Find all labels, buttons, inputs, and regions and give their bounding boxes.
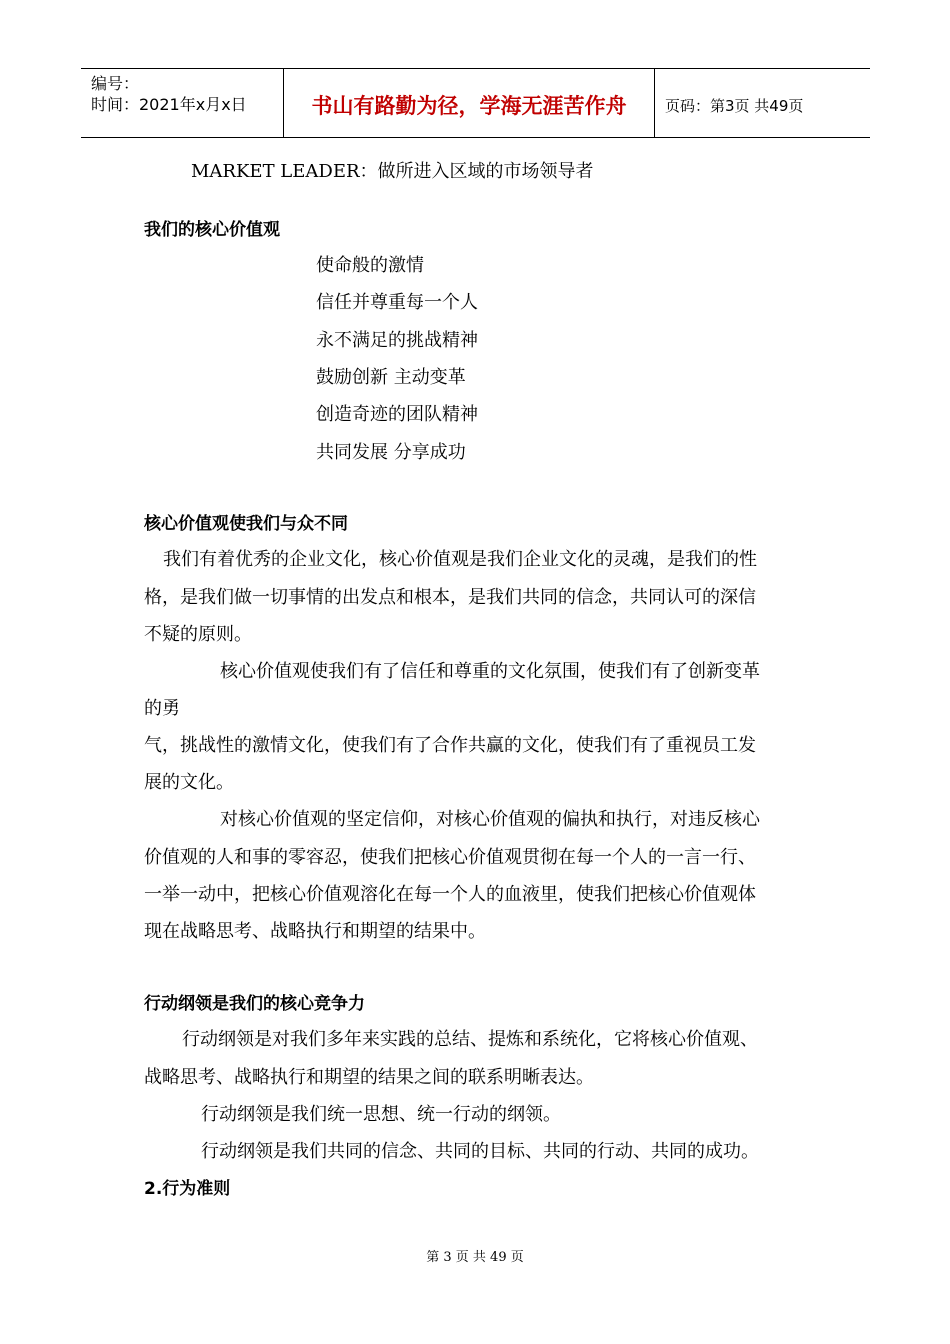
value-item: 共同发展 分享成功 [316, 442, 466, 463]
paragraph-line: 一举一动中，把核心价值观溶化在每一个人的血液里，使我们把核心价值观体 [144, 884, 756, 905]
value-item: 使命般的激情 [316, 255, 424, 276]
paragraph-line: 对核心价值观的坚定信仰，对核心价值观的偏执和执行，对违反核心 [220, 809, 760, 830]
paragraph-line: 核心价值观使我们有了信任和尊重的文化氛围，使我们有了创新变革 [220, 661, 760, 682]
section-2-heading: 2.行为准则 [144, 1179, 231, 1199]
header-meta [81, 69, 283, 137]
paragraph-line: 行动纲领是对我们多年来实践的总结、提炼和系统化，它将核心价值观、 [182, 1029, 758, 1050]
paragraph-line: 我们有着优秀的企业文化，核心价值观是我们企业文化的灵魂，是我们的性 [163, 549, 757, 570]
paragraph-line: 不疑的原则。 [144, 624, 252, 645]
value-item: 创造奇迹的团队精神 [316, 404, 478, 425]
paragraph-line: 的勇 [144, 698, 180, 719]
market-leader-line: MARKET LEADER：做所进入区域的市场领导者 [191, 161, 594, 182]
document-date: 时间：2021年x月x日 [91, 95, 247, 114]
paragraph-line: 战略思考、战略执行和期望的结果之间的联系明晰表达。 [144, 1067, 594, 1088]
value-item: 鼓励创新 主动变革 [316, 367, 466, 388]
paragraph-line: 价值观的人和事的零容忍，使我们把核心价值观贯彻在每一个人的一言一行、 [144, 847, 756, 868]
paragraph-line: 格，是我们做一切事情的出发点和根本，是我们共同的信念，共同认可的深信 [144, 587, 756, 608]
paragraph-line: 行动纲领是我们共同的信念、共同的目标、共同的行动、共同的成功。 [201, 1141, 759, 1162]
value-item: 信任并尊重每一个人 [316, 292, 478, 313]
paragraph-line: 行动纲领是我们统一思想、统一行动的纲领。 [201, 1104, 561, 1125]
paragraph-line: 现在战略思考、战略执行和期望的结果中。 [144, 921, 486, 942]
paragraph-line: 气，挑战性的激情文化，使我们有了合作共赢的文化，使我们有了重视员工发 [144, 735, 756, 756]
action-heading: 行动纲领是我们的核心竞争力 [144, 994, 365, 1014]
header-page-info: 页码：第3页 共49页 [665, 96, 804, 115]
page-footer: 第 3 页 共 49 页 [426, 1250, 524, 1265]
diff-heading: 核心价值观使我们与众不同 [144, 514, 348, 534]
paragraph-line: 展的文化。 [144, 772, 234, 793]
page-header [81, 68, 870, 138]
document-number-label: 编号： [91, 74, 140, 93]
values-heading: 我们的核心价值观 [144, 220, 280, 240]
value-item: 永不满足的挑战精神 [316, 330, 478, 351]
header-motto: 书山有路勤为径，学海无涯苦作舟 [283, 69, 655, 137]
